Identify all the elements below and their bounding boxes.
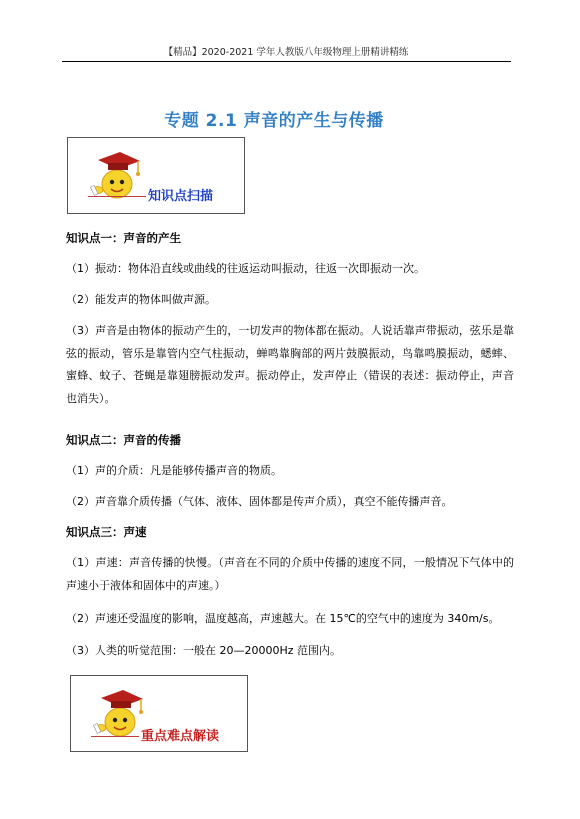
section-2-paragraph-1: （1）声的介质：凡是能够传播声音的物质。: [66, 464, 282, 477]
header-rule: [62, 61, 511, 62]
graduate-mascot-icon: [84, 144, 144, 202]
knowledge-scan-label: 知识点扫描: [148, 189, 214, 204]
section-3-paragraph-1: （1）声速：声音传播的快慢。（声音在不同的介质中传播的速度不同，一般情况下气体中的声速小于液体和固体中的声速。）: [66, 556, 514, 592]
graduate-mascot-icon: [87, 682, 147, 740]
section-1-heading: 知识点一：声音的产生: [66, 231, 181, 245]
section-2-paragraph-2: （2）声音靠介质传播（气体、液体、固体都是传声介质），真空不能传播声音。: [66, 495, 453, 508]
section-3-heading: 知识点三：声速: [66, 525, 147, 539]
page-title: 专题 2.1 声音的产生与传播: [164, 111, 384, 131]
banner-underline: [91, 736, 139, 737]
section-2-heading: 知识点二：声音的传播: [66, 433, 181, 447]
section-1-paragraph-3: （3）声音是由物体的振动产生的，一切发声的物体都在振动。人说话靠声带振动，弦乐是靠弦的振动，管乐是靠管内空气柱振动，蝉鸣靠胸部的两片鼓膜振动，鸟靠鸣膜振动，蟋蟀、蜜蜂、蚊子、苍蝇是靠翅膀振动发声。振动停止，发声停止（错误的表述：振动停止，声音也消失）。: [66, 324, 514, 405]
key-points-label: 重点难点解读: [141, 729, 220, 744]
key-points-banner: [70, 675, 248, 752]
section-1-paragraph-2: （2）能发声的物体叫做声源。: [66, 293, 216, 306]
knowledge-scan-banner: [67, 137, 245, 214]
section-3-paragraph-3: （3）人类的听觉范围：一般在 20—20000Hz 范围内。: [66, 644, 342, 657]
page-header: 【精品】2020-2021 学年人教版八年级物理上册精讲精练: [163, 47, 409, 58]
banner-underline: [88, 196, 146, 197]
section-3-paragraph-2: （2）声速还受温度的影响，温度越高，声速越大。在 15℃的空气中的速度为 340m/s。: [66, 612, 500, 625]
section-1-paragraph-1: （1）振动：物体沿直线或曲线的往返运动叫振动，往返一次即振动一次。: [66, 262, 425, 275]
